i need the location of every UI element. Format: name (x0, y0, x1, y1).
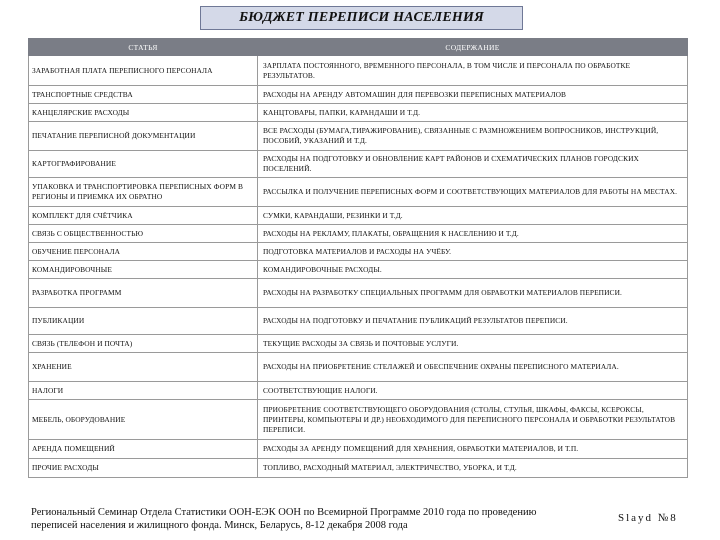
table-row (29, 225, 688, 243)
content-cell: РАСХОДЫ НА ПОДГОТОВКУ И ОБНОВЛЕНИЕ КАРТ РАЙОНОВ И СХЕМАТИЧЕСКИХ ПЛАНОВ ГОРОДСКИХ ПОСЕЛЕНИЙ. (258, 151, 688, 178)
column-header-item: СТАТЬЯ (29, 39, 258, 56)
content-cell: СУМКИ, КАРАНДАШИ, РЕЗИНКИ И Т.Д. (258, 207, 688, 225)
table-row (29, 335, 688, 353)
table-row (29, 86, 688, 104)
table-row (29, 243, 688, 261)
item-cell: КАРТОГРАФИРОВАНИЕ (29, 151, 258, 178)
item-cell: РАЗРАБОТКА ПРОГРАММ (29, 279, 258, 308)
table-row (29, 400, 688, 440)
item-cell: АРЕНДА ПОМЕЩЕНИЙ (29, 440, 258, 459)
item-cell: ТРАНСПОРТНЫЕ СРЕДСТВА (29, 86, 258, 104)
content-cell: ПРИОБРЕТЕНИЕ СООТВЕТСТВУЮЩЕГО ОБОРУДОВАНИЯ (СТОЛЫ, СТУЛЬЯ, ШКАФЫ, ФАКСЫ, КСЕРОКСЫ, ПРИНТЕРЫ, КОМПЬЮТЕРЫ И ДР.) НЕОБХОДИМОГО ДЛЯ ПЕРЕПИСНОГО ПЕРСОНАЛА И ОБРАБОТКИ РЕЗУЛЬТАТОВ ПЕРЕПИСИ. (258, 400, 688, 440)
content-cell: РАССЫЛКА И ПОЛУЧЕНИЕ ПЕРЕПИСНЫХ ФОРМ И СООТВЕТСТВУЮЩИХ МАТЕРИАЛОВ ДЛЯ РАБОТЫ НА МЕСТАХ. (258, 178, 688, 207)
item-cell: ХРАНЕНИЕ (29, 353, 258, 382)
item-cell: СВЯЗЬ С ОБЩЕСТВЕННОСТЬЮ (29, 225, 258, 243)
page-title: БЮДЖЕТ ПЕРЕПИСИ НАСЕЛЕНИЯ (239, 10, 484, 25)
table-row (29, 459, 688, 478)
content-cell: КОМАНДИРОВОЧНЫЕ РАСХОДЫ. (258, 261, 688, 279)
title-box (200, 6, 523, 30)
table-row (29, 56, 688, 86)
slide-number: Slayd №8 (618, 512, 678, 524)
footer-line-2: переписей населения и жилищного фонда. Минск, Беларусь, 8-12 декабря 2008 года (31, 519, 408, 531)
table-row (29, 122, 688, 151)
content-cell: РАСХОДЫ ЗА АРЕНДУ ПОМЕЩЕНИЙ ДЛЯ ХРАНЕНИЯ, ОБРАБОТКИ МАТЕРИАЛОВ, И Т.П. (258, 440, 688, 459)
content-cell: РАСХОДЫ НА ПРИОБРЕТЕНИЕ СТЕЛАЖЕЙ И ОБЕСПЕЧЕНИЕ ОХРАНЫ ПЕРЕПИСНОГО МАТЕРИАЛА. (258, 353, 688, 382)
content-cell: РАСХОДЫ НА РЕКЛАМУ, ПЛАКАТЫ, ОБРАЩЕНИЯ К НАСЕЛЕНИЮ И Т.Д. (258, 225, 688, 243)
item-cell: ПЕЧАТАНИЕ ПЕРЕПИСНОЙ ДОКУМЕНТАЦИИ (29, 122, 258, 151)
item-cell: МЕБЕЛЬ, ОБОРУДОВАНИЕ (29, 400, 258, 440)
item-cell: КАНЦЕЛЯРСКИЕ РАСХОДЫ (29, 104, 258, 122)
table-row (29, 382, 688, 400)
item-cell: НАЛОГИ (29, 382, 258, 400)
content-cell: ПОДГОТОВКА МАТЕРИАЛОВ И РАСХОДЫ НА УЧЁБУ. (258, 243, 688, 261)
budget-table (28, 38, 688, 478)
item-cell: УПАКОВКА И ТРАНСПОРТИРОВКА ПЕРЕПИСНЫХ ФОРМ В РЕГИОНЫ И ПРИЕМКА ИХ ОБРАТНО (29, 178, 258, 207)
table-row (29, 308, 688, 335)
item-cell: ОБУЧЕНИЕ ПЕРСОНАЛА (29, 243, 258, 261)
content-cell: РАСХОДЫ НА РАЗРАБОТКУ СПЕЦИАЛЬНЫХ ПРОГРАММ ДЛЯ ОБРАБОТКИ МАТЕРИАЛОВ ПЕРЕПИСИ. (258, 279, 688, 308)
content-cell: ЗАРПЛАТА ПОСТОЯННОГО, ВРЕМЕННОГО ПЕРСОНАЛА, В ТОМ ЧИСЛЕ И ПЕРСОНАЛА ПО ОБРАБОТКЕ РЕЗУЛЬТАТОВ. (258, 56, 688, 86)
footer-line-1: Региональный Семинар Отдела Статистики ООН-ЕЭК ООН по Всемирной Программе 2010 года по проведению (31, 507, 537, 518)
content-cell: ТОПЛИВО, РАСХОДНЫЙ МАТЕРИАЛ, ЭЛЕКТРИЧЕСТВО, УБОРКА, И Т.Д. (258, 459, 688, 478)
content-cell: КАНЦТОВАРЫ, ПАПКИ, КАРАНДАШИ И Т.Д. (258, 104, 688, 122)
item-cell: КОМПЛЕКТ ДЛЯ СЧЁТЧИКА (29, 207, 258, 225)
content-cell: ВСЕ РАСХОДЫ (БУМАГА,ТИРАЖИРОВАНИЕ), СВЯЗАННЫЕ С РАЗМНОЖЕНИЕМ ВОПРОСНИКОВ, ИНСТРУКЦИЙ, ПОСОБИЙ, УКАЗАНИЙ И Т.Д. (258, 122, 688, 151)
item-cell: СВЯЗЬ (ТЕЛЕФОН И ПОЧТА) (29, 335, 258, 353)
item-cell: ЗАРАБОТНАЯ ПЛАТА ПЕРЕПИСНОГО ПЕРСОНАЛА (29, 56, 258, 86)
table-row (29, 440, 688, 459)
table-row (29, 178, 688, 207)
column-header-content: СОДЕРЖАНИЕ (258, 39, 688, 56)
item-cell: КОМАНДИРОВОЧНЫЕ (29, 261, 258, 279)
footer-note (31, 507, 601, 532)
content-cell: СООТВЕТСТВУЮЩИЕ НАЛОГИ. (258, 382, 688, 400)
table-row (29, 353, 688, 382)
content-cell: ТЕКУЩИЕ РАСХОДЫ ЗА СВЯЗЬ И ПОЧТОВЫЕ УСЛУГИ. (258, 335, 688, 353)
table-row (29, 207, 688, 225)
table-row (29, 261, 688, 279)
table-row (29, 279, 688, 308)
item-cell: ПУБЛИКАЦИИ (29, 308, 258, 335)
item-cell: ПРОЧИЕ РАСХОДЫ (29, 459, 258, 478)
content-cell: РАСХОДЫ НА ПОДГОТОВКУ И ПЕЧАТАНИЕ ПУБЛИКАЦИЙ РЕЗУЛЬТАТОВ ПЕРЕПИСИ. (258, 308, 688, 335)
table-row (29, 104, 688, 122)
content-cell: РАСХОДЫ НА АРЕНДУ АВТОМАШИН ДЛЯ ПЕРЕВОЗКИ ПЕРЕПИСНЫХ МАТЕРИАЛОВ (258, 86, 688, 104)
table-row (29, 151, 688, 178)
table-header-row (29, 39, 688, 56)
